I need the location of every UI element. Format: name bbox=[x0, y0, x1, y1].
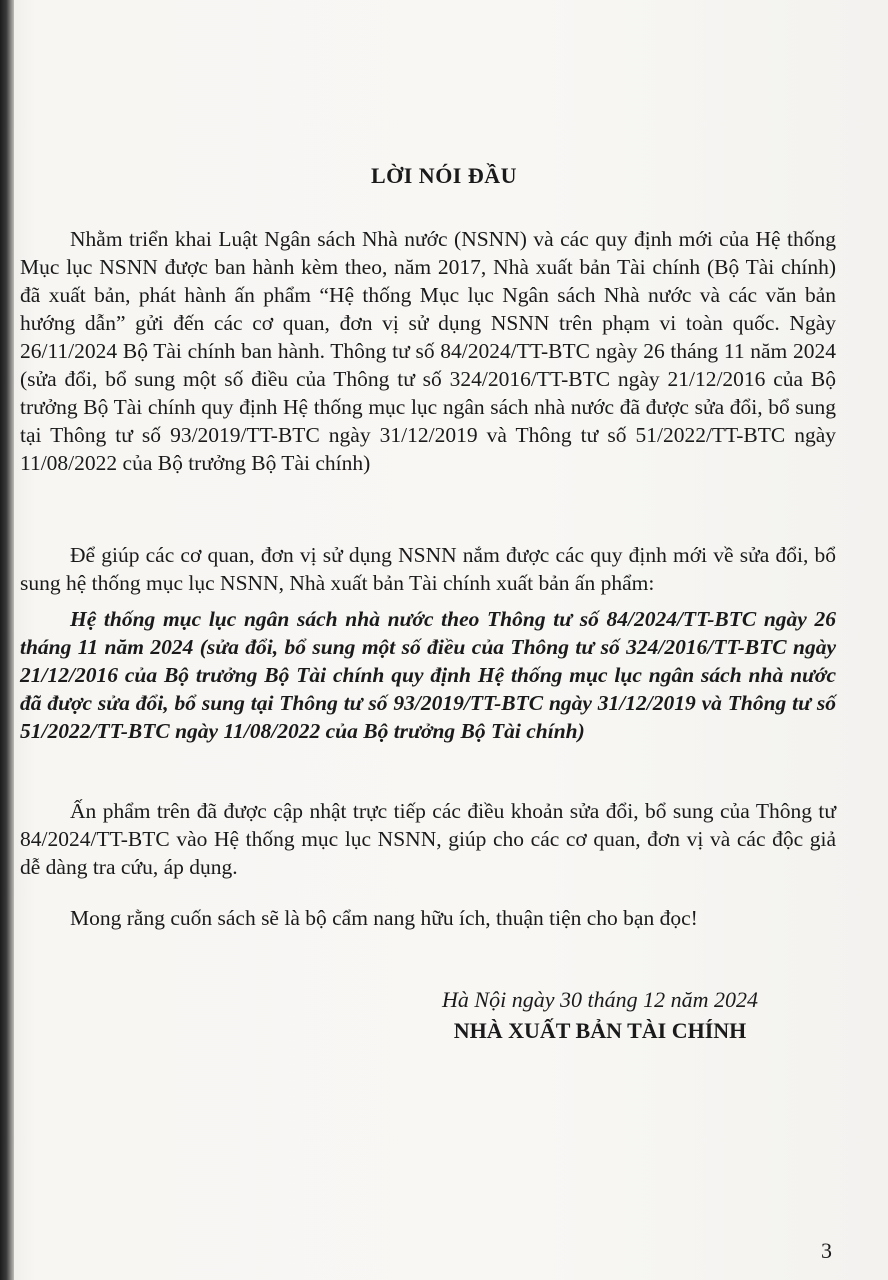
page-number: 3 bbox=[821, 1238, 832, 1263]
signature-block bbox=[400, 985, 800, 1047]
paragraph-update-text: Ấn phẩm trên đã được cập nhật trực tiếp các điều khoản sửa đổi, bổ sung của Thông tư 84/2024/TT-BTC vào Hệ thống mục lục NSNN, giúp cho các cơ quan, đơn vị và các độc giả dễ dàng tra cứu, áp dụng. bbox=[20, 799, 836, 879]
paragraph-intro-text: Nhằm triển khai Luật Ngân sách Nhà nước (NSNN) và các quy định mới của Hệ thống Mục lục NSNN được ban hành kèm theo, năm 2017, Nhà xuất bản Tài chính (Bộ Tài chính) đã xuất bản, phát hành ấn phẩm “Hệ thống Mục lục Ngân sách Nhà nước và các văn bản hướng dẫn” gửi đến các cơ quan, đơn vị sử dụng NSNN trên phạm vi toàn quốc. Ngày 26/11/2024 Bộ Tài chính ban hành. Thông tư số 84/2024/TT-BTC ngày 26 tháng 11 năm 2024 (sửa đổi, bổ sung một số điều của Thông tư số 324/2016/TT-BTC ngày 21/12/2016 của Bộ trưởng Bộ Tài chính quy định Hệ thống mục lục ngân sách nhà nước đã được sửa đổi, bổ sung tại Thông tư số 93/2019/TT-BTC ngày 31/12/2019 và Thông tư số 51/2022/TT-BTC ngày 11/08/2022 của Bộ trưởng Bộ Tài chính) bbox=[20, 227, 836, 475]
paragraph-intro bbox=[20, 225, 836, 477]
paragraph-closing bbox=[20, 904, 836, 932]
paragraph-publication-title bbox=[20, 605, 836, 745]
signature-publisher: NHÀ XUẤT BẢN TÀI CHÍNH bbox=[453, 1018, 747, 1043]
page-title: LỜI NÓI ĐẦU bbox=[370, 163, 518, 188]
paragraph-purpose bbox=[20, 541, 836, 597]
paragraph-publication-title-text: Hệ thống mục lục ngân sách nhà nước theo Thông tư số 84/2024/TT-BTC ngày 26 tháng 11 năm 2024 (sửa đổi, bổ sung một số điều của Thông tư số 324/2016/TT-BTC ngày 21/12/2016 của Bộ trưởng Bộ Tài chính quy định Hệ thống mục lục ngân sách nhà nước đã được sửa đổi, bổ sung tại Thông tư số 93/2019/TT-BTC ngày 31/12/2019 và Thông tư số 51/2022/TT-BTC ngày 11/08/2022 của Bộ trưởng Bộ Tài chính) bbox=[20, 607, 836, 743]
paragraph-update bbox=[20, 797, 836, 881]
paragraph-closing-text: Mong rằng cuốn sách sẽ là bộ cẩm nang hữu ích, thuận tiện cho bạn đọc! bbox=[70, 906, 698, 930]
book-spine-shadow bbox=[0, 0, 14, 1280]
signature-place-date: Hà Nội ngày 30 tháng 12 năm 2024 bbox=[442, 987, 758, 1012]
paragraph-purpose-text: Để giúp các cơ quan, đơn vị sử dụng NSNN nắm được các quy định mới về sửa đổi, bổ sung hệ thống mục lục NSNN, Nhà xuất bản Tài chính xuất bản ấn phẩm: bbox=[20, 543, 836, 595]
